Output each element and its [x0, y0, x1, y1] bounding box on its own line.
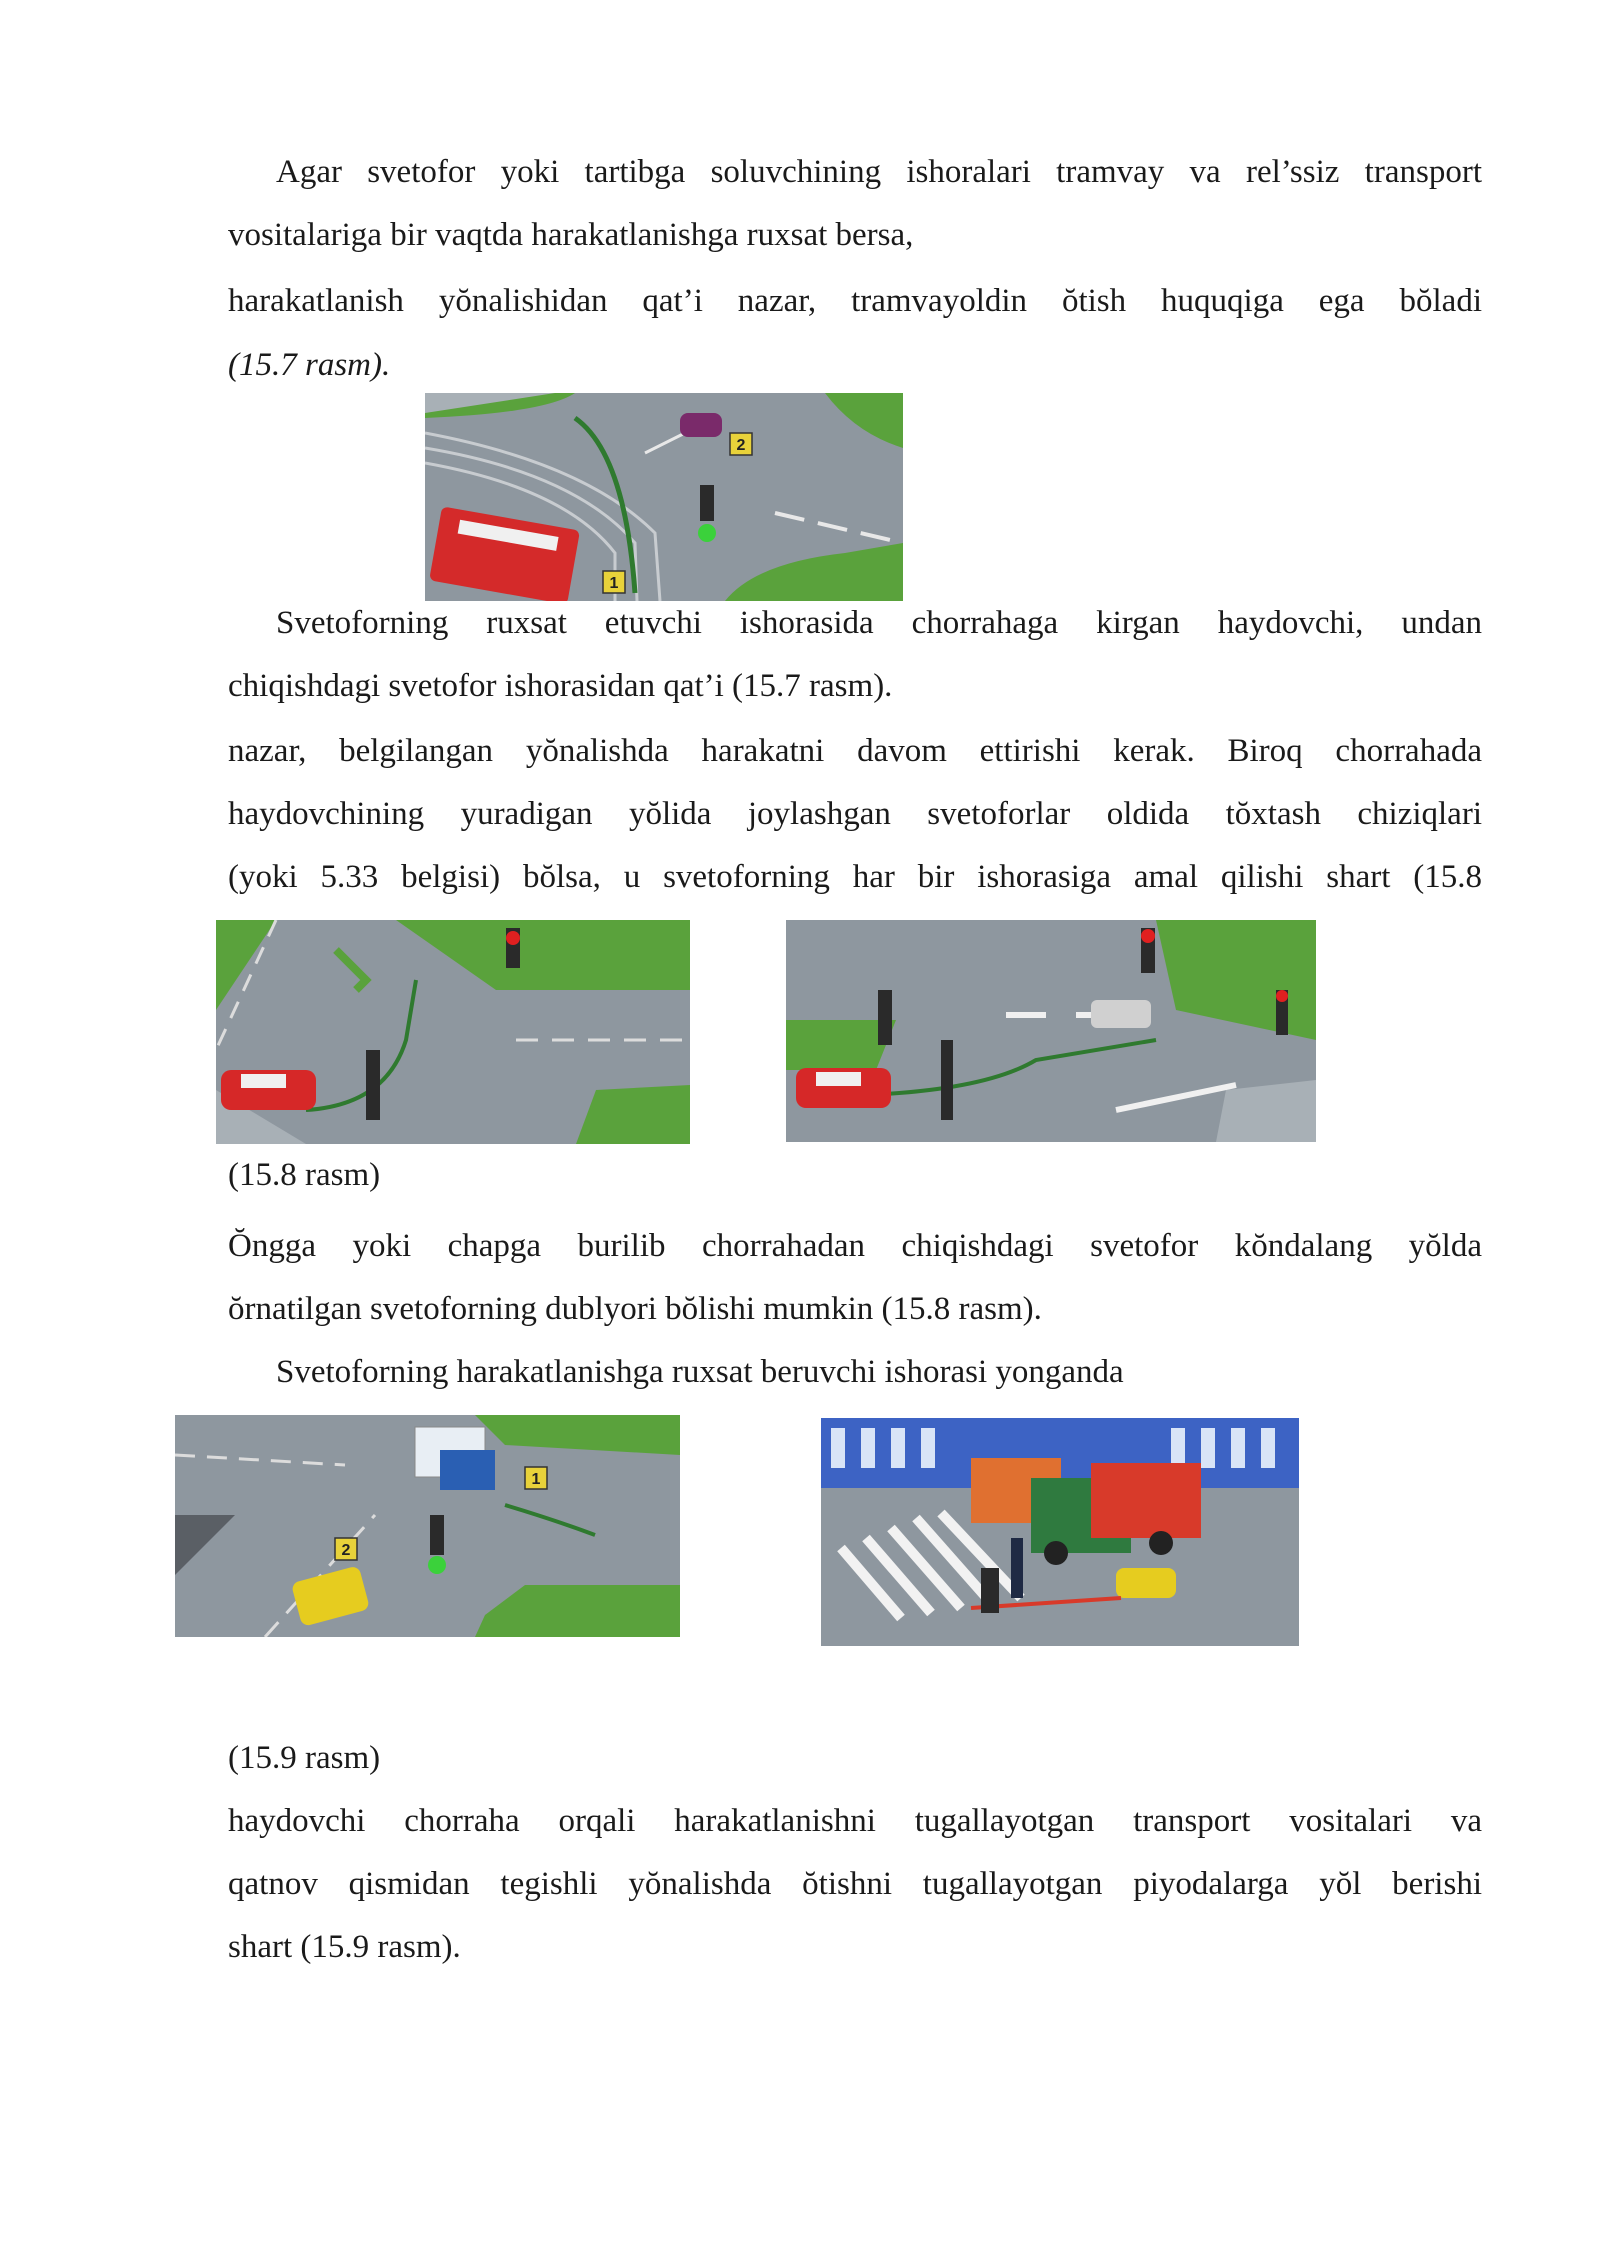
- figure-caption: (15.8 rasm): [228, 1157, 381, 1193]
- paragraph-line: Ŏngga yoki chapga burilib chorrahadan chiqishdagi svetofor kŏndalang yŏlda: [228, 1228, 1482, 1264]
- paragraph-line: haydovchining yuradigan yŏlida joylashgan svetoforlar oldida tŏxtash chiziqlari: [228, 796, 1482, 832]
- figure-15-9-pedestrian-crossing: [821, 1418, 1299, 1646]
- paragraph-line: Svetoforning ruxsat etuvchi ishorasida chorrahaga kirgan haydovchi, undan: [276, 605, 1482, 641]
- paragraph-line: vositalariga bir vaqtda harakatlanishga ruxsat bersa,: [228, 217, 914, 253]
- paragraph-line: (yoki 5.33 belgisi) bŏlsa, u svetoforning har bir ishorasiga amal qilishi shart (15.8: [228, 859, 1482, 895]
- paragraph-line: harakatlanish yŏnalishidan qat’i nazar, tramvayoldin ŏtish huquqiga ega bŏladi: [228, 283, 1482, 319]
- paragraph-line: shart (15.9 rasm).: [228, 1929, 461, 1965]
- paragraph-line: qatnov qismidan tegishli yŏnalishda ŏtishni tugallayotgan piyodalarga yŏl berishi: [228, 1866, 1482, 1902]
- figure-15-8-right-intersection: [786, 920, 1316, 1142]
- figure-15-9-left-turn: [175, 1415, 680, 1637]
- vehicle-badge-1: 1: [609, 575, 619, 592]
- figure-reference: (15.7 rasm).: [228, 347, 391, 383]
- paragraph-line: chiqishdagi svetofor ishorasidan qat’i (15.7 rasm).: [228, 668, 893, 704]
- vehicle-badge-1: 1: [531, 1471, 541, 1488]
- paragraph-line: Svetoforning harakatlanishga ruxsat beruvchi ishorasi yonganda: [276, 1354, 1124, 1390]
- paragraph-line: nazar, belgilangan yŏnalishda harakatni davom ettirishi kerak. Biroq chorrahada: [228, 733, 1482, 769]
- vehicle-badge-2: 2: [341, 1542, 351, 1559]
- figure-15-8-left-intersection: [216, 920, 690, 1144]
- figure-15-7-tram-intersection: [425, 393, 903, 601]
- paragraph-line: ŏrnatilgan svetoforning dublyori bŏlishi mumkin (15.8 rasm).: [228, 1291, 1042, 1327]
- paragraph-line: haydovchi chorraha orqali harakatlanishni tugallayotgan transport vositalari va: [228, 1803, 1482, 1839]
- figure-caption: (15.9 rasm): [228, 1740, 381, 1776]
- vehicle-badge-2: 2: [736, 437, 746, 454]
- paragraph-line: Agar svetofor yoki tartibga soluvchining ishoralari tramvay va rel’ssiz transport: [276, 154, 1482, 190]
